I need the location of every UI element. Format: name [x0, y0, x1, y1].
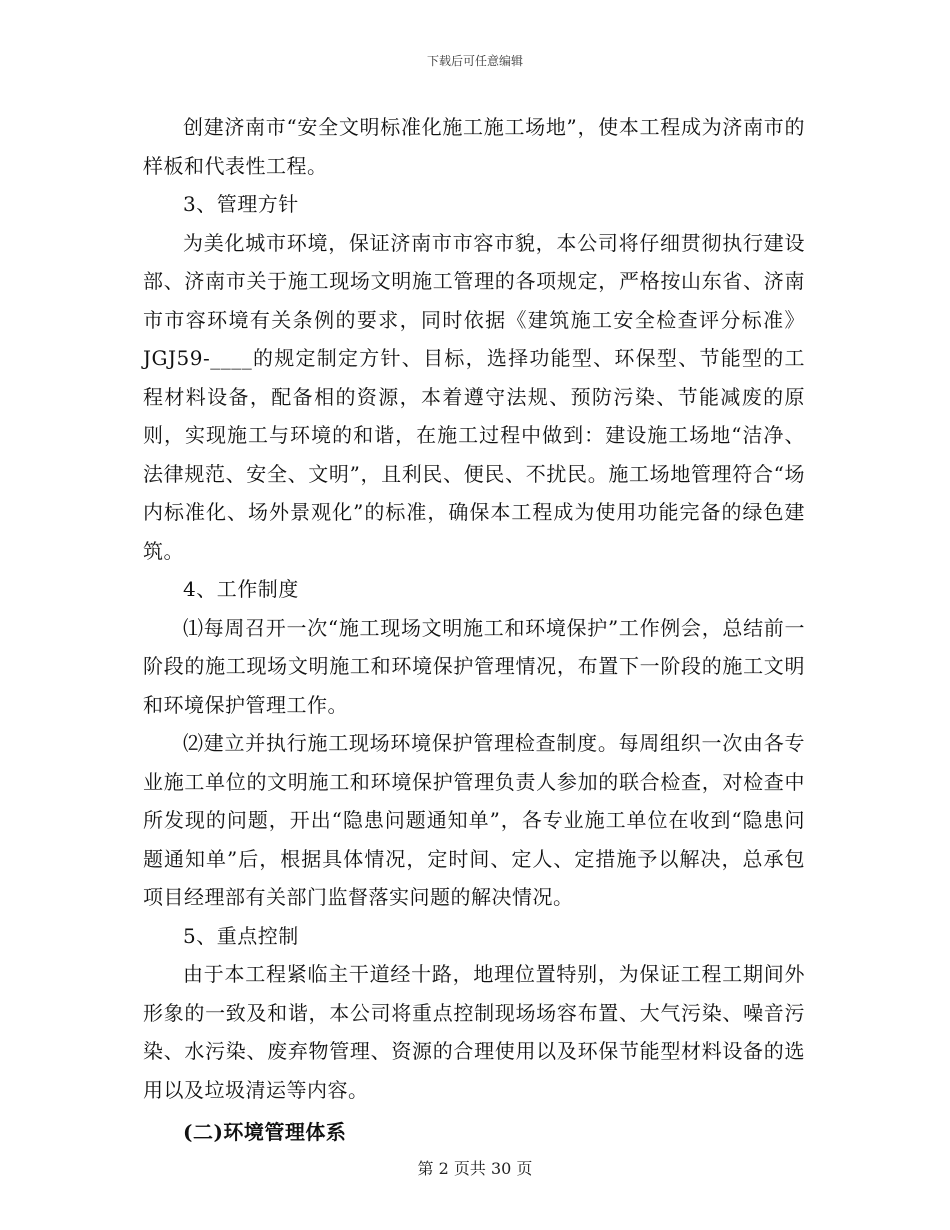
page-footer: 第 2 页共 30 页: [417, 1159, 533, 1178]
paragraph-key-control: 由于本工程紧临主干道经十路，地理位置特别，为保证工程工期间外形象的一致及和谐，本公司将重点控制现场场容布置、大气污染、噪音污染、水污染、废弃物管理、资源的合理使用以及环保节能型材料设备的选用以及垃圾清运等内容。: [143, 962, 805, 1102]
document-body: [143, 108, 805, 1152]
heading-management-policy: 3、管理方针: [183, 192, 299, 216]
page-header: 下载后可任意编辑: [426, 54, 523, 68]
paragraph-inspection-system: ⑵建立并执行施工现场环境保护管理检查制度。每周组织一次由各专业施工单位的文明施工和环境保护管理负责人参加的联合检查，对检查中所发现的问题，开出“隐患问题通知单”，各专业施工单位在收到“隐患问题通知单”后，根据具体情况，定时间、定人、定措施予以解决，总承包项目经理部有关部门监督落实问题的解决情况。: [143, 731, 805, 909]
heading-key-control: 5、重点控制: [183, 923, 299, 948]
heading-environment-management-system: (二)环境管理体系: [183, 1120, 347, 1144]
paragraph-intro: 创建济南市“安全文明标准化施工施工场地”，使本工程成为济南市的样板和代表性工程。: [143, 115, 805, 178]
paragraph-weekly-meeting: ⑴每周召开一次“施工现场文明施工和环境保护”工作例会，总结前一阶段的施工现场文明施工和环境保护管理情况，布置下一阶段的施工文明和环境保护管理工作。: [143, 615, 805, 717]
paragraph-policy: 为美化城市环境，保证济南市市容市貌，本公司将仔细贯彻执行建设部、济南市关于施工现场文明施工管理的各项规定，严格按山东省、济南市市容环境有关条例的要求，同时依据《建筑施工安全检查评分标准》JGJ59-____的规定制定方针、目标，选择功能型、环保型、节能型的工程材料设备，配备相的资源，本着遵守法规、预防污染、节能减废的原则，实现施工与环境的和谐，在施工过程中做到：建设施工场地“洁净、法律规范、安全、文明”，且利民、便民、不扰民。施工场地管理符合“场内标准化、场外景观化”的标准，确保本工程成为使用功能完备的绿色建筑。: [143, 230, 805, 563]
heading-work-system: 4、工作制度: [183, 577, 299, 601]
